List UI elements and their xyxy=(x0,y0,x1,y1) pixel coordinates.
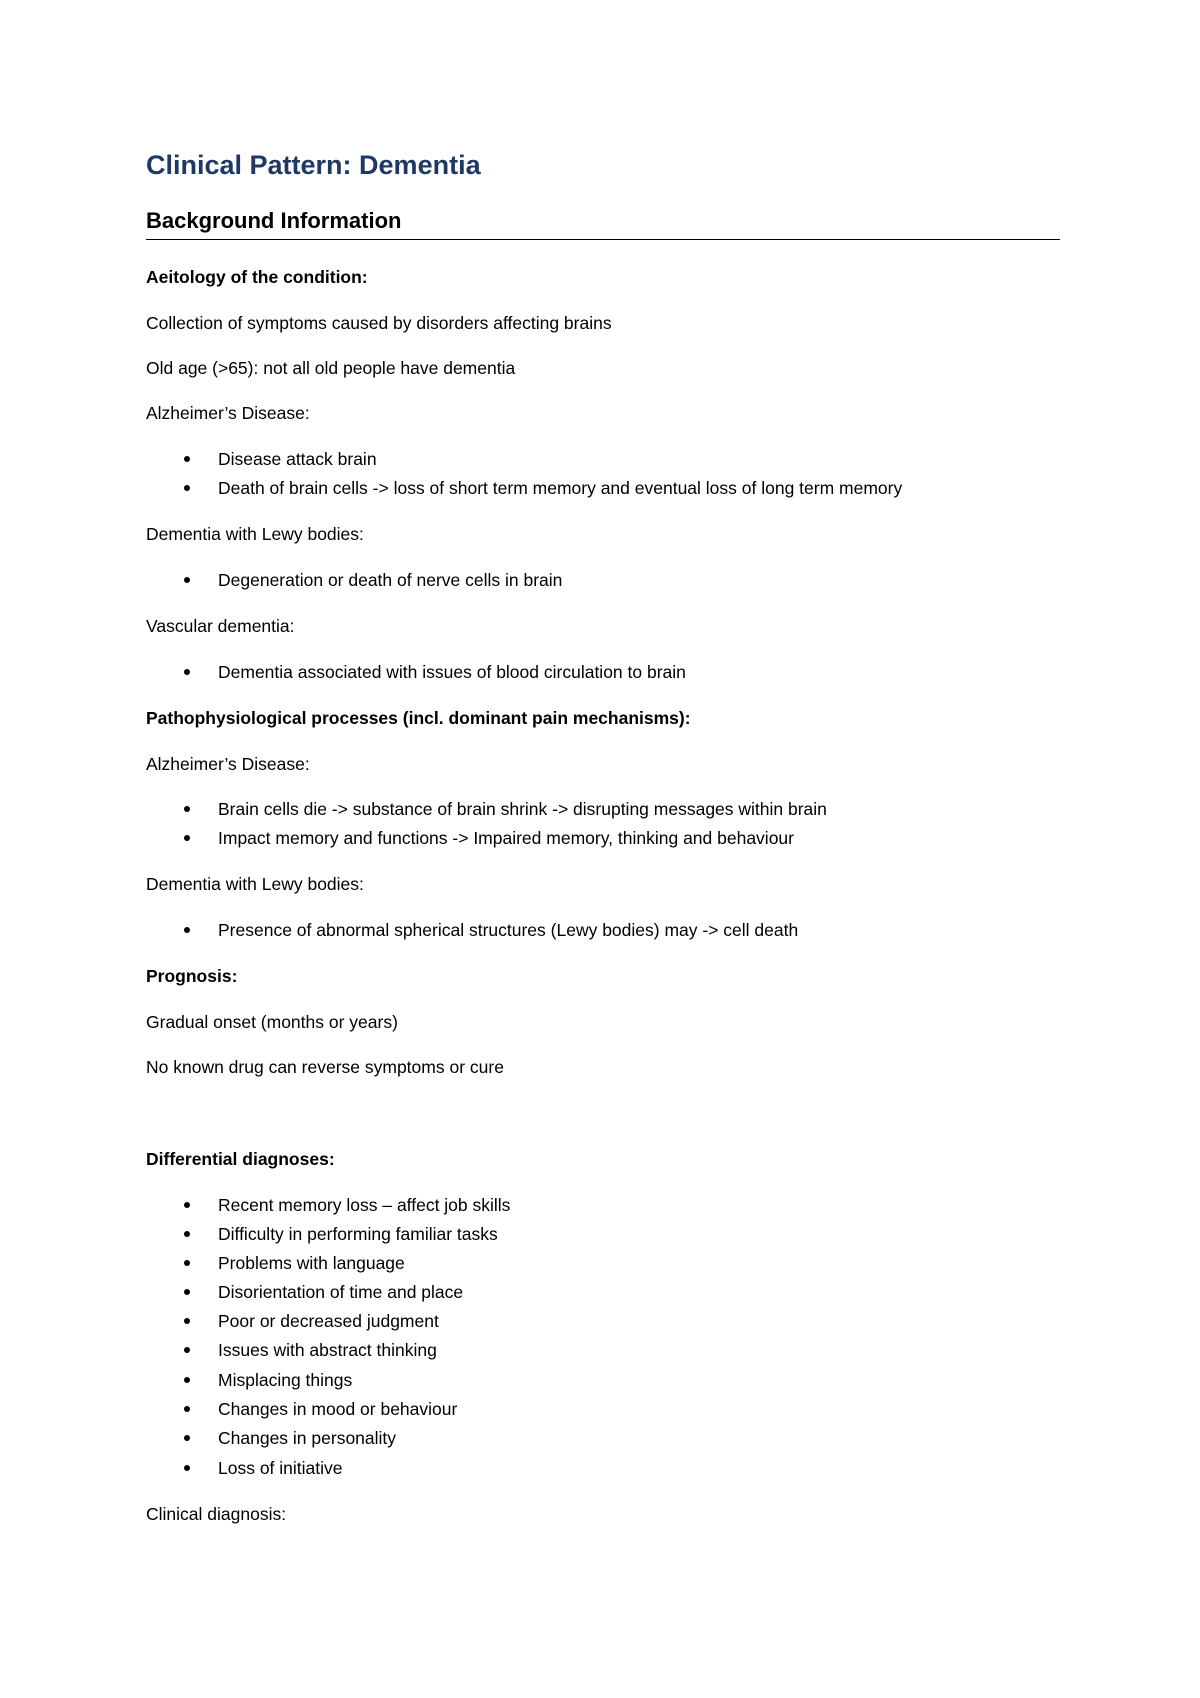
patho-alzheimers-label: Alzheimer’s Disease: xyxy=(146,754,310,774)
bullet-icon xyxy=(184,835,190,841)
bullet-icon xyxy=(184,1260,190,1266)
lewy-label: Dementia with Lewy bodies: xyxy=(146,524,364,544)
differential-heading: Differential diagnoses: xyxy=(146,1149,335,1169)
aetiology-line-2: Old age (>65): not all old people have dementia xyxy=(146,358,516,378)
prognosis-heading: Prognosis: xyxy=(146,966,238,986)
bullet-icon xyxy=(184,1202,190,1208)
list-item: Issues with abstract thinking xyxy=(218,1340,437,1360)
list-item: Changes in mood or behaviour xyxy=(218,1399,458,1419)
bullet-icon xyxy=(184,1347,190,1353)
bullet-icon xyxy=(184,1406,190,1412)
section-heading: Background Information xyxy=(146,208,402,233)
list-item: Misplacing things xyxy=(218,1370,353,1390)
bullet-icon xyxy=(184,669,190,675)
bullet-icon xyxy=(184,1231,190,1237)
list-item: Dementia associated with issues of blood circulation to brain xyxy=(218,662,686,682)
patho-heading: Pathophysiological processes (incl. dominant pain mechanisms): xyxy=(146,708,691,728)
aetiology-line-1: Collection of symptoms caused by disorders affecting brains xyxy=(146,313,612,333)
list-item: Loss of initiative xyxy=(218,1458,343,1478)
bullet-icon xyxy=(184,1435,190,1441)
bullet-icon xyxy=(184,927,190,933)
bullet-icon xyxy=(184,1318,190,1324)
bullet-icon xyxy=(184,577,190,583)
list-item: Degeneration or death of nerve cells in brain xyxy=(218,570,563,590)
list-item: Disorientation of time and place xyxy=(218,1282,464,1302)
list-item: Problems with language xyxy=(218,1253,405,1273)
list-item: Impact memory and functions -> Impaired memory, thinking and behaviour xyxy=(218,828,794,848)
bullet-icon xyxy=(184,806,190,812)
list-item: Presence of abnormal spherical structures (Lewy bodies) may -> cell death xyxy=(218,920,799,940)
vascular-label: Vascular dementia: xyxy=(146,616,295,636)
bullet-icon xyxy=(184,1377,190,1383)
bullet-icon xyxy=(184,456,190,462)
prognosis-line-1: Gradual onset (months or years) xyxy=(146,1012,398,1032)
alzheimers-label: Alzheimer’s Disease: xyxy=(146,403,310,423)
list-item: Recent memory loss – affect job skills xyxy=(218,1195,511,1215)
list-item: Poor or decreased judgment xyxy=(218,1311,439,1331)
bullet-icon xyxy=(184,1289,190,1295)
list-item: Changes in personality xyxy=(218,1428,397,1448)
list-item: Difficulty in performing familiar tasks xyxy=(218,1224,498,1244)
list-item: Brain cells die -> substance of brain shrink -> disrupting messages within brain xyxy=(218,799,827,819)
patho-lewy-label: Dementia with Lewy bodies: xyxy=(146,874,364,894)
list-item: Disease attack brain xyxy=(218,449,377,469)
clinical-diagnosis-label: Clinical diagnosis: xyxy=(146,1504,287,1524)
heading-underline xyxy=(146,239,1060,240)
page-title: Clinical Pattern: Dementia xyxy=(146,150,481,180)
aetiology-heading: Aeitology of the condition: xyxy=(146,267,368,287)
bullet-icon xyxy=(184,1465,190,1471)
prognosis-line-2: No known drug can reverse symptoms or cure xyxy=(146,1057,504,1077)
list-item: Death of brain cells -> loss of short term memory and eventual loss of long term memory xyxy=(218,478,903,498)
bullet-icon xyxy=(184,485,190,491)
